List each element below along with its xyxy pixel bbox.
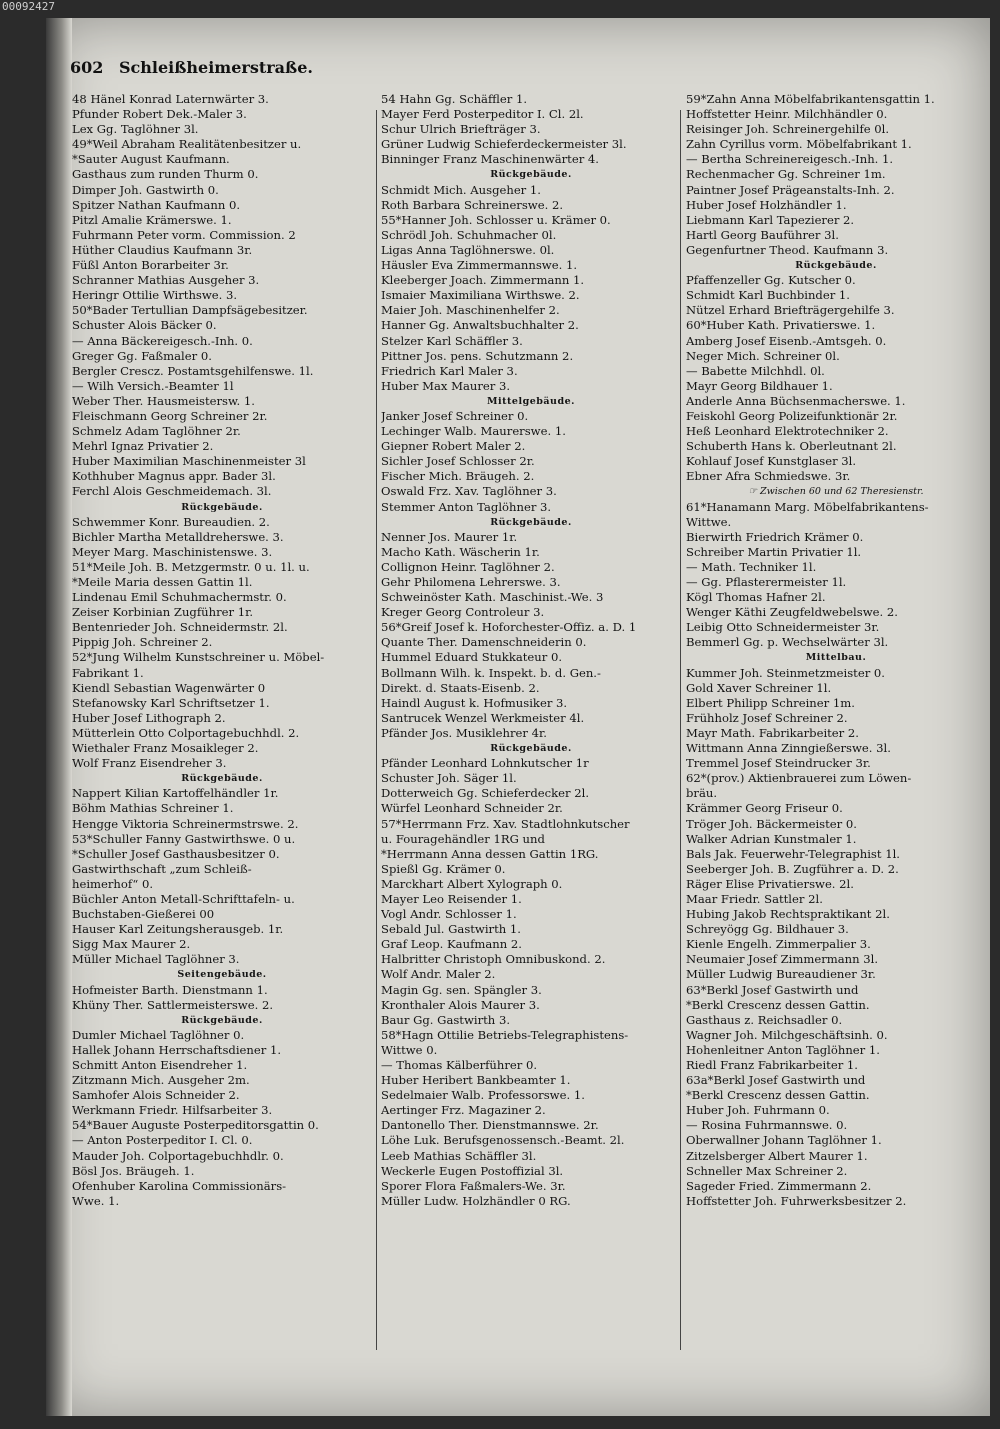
directory-entry: Bentenrieder Joh. Schneidermstr. 2l. <box>72 620 288 635</box>
directory-entry: Mütterlein Otto Colportagebuchhdl. 2. <box>72 725 300 740</box>
directory-entry: Schmidt Karl Buchbinder 1. <box>686 288 850 303</box>
section-heading: Rückgebäude. <box>181 773 263 785</box>
directory-entry: Wolf Franz Eisendreher 3. <box>72 756 227 771</box>
page-gutter <box>46 18 72 1416</box>
directory-entry: Müller Ludw. Holzhändler 0 RG. <box>381 1193 571 1208</box>
page-number: 602 <box>70 58 104 77</box>
directory-entry: Werkmann Friedr. Hilfsarbeiter 3. <box>72 1103 273 1118</box>
directory-entry: Huber Max Maurer 3. <box>381 378 511 393</box>
directory-entry: Gasthaus z. Reichsadler 0. <box>686 1012 843 1027</box>
directory-entry: Giepner Robert Maler 2. <box>381 439 526 454</box>
directory-entry: Riedl Franz Fabrikarbeiter 1. <box>686 1058 858 1072</box>
directory-entry: Schranner Mathias Ausgeher 3. <box>72 273 260 288</box>
directory-entry: 59*Zahn Anna Möbelfabrikantensgattin 1. <box>686 92 935 106</box>
directory-entry: Gasthaus zum runden Thurm 0. <box>72 167 259 182</box>
directory-entry: Büchler Anton Metall-Schrifttafeln- u. <box>72 891 295 906</box>
directory-entry: Schuster Joh. Säger 1l. <box>381 771 517 786</box>
directory-entry: Oberwallner Johann Taglöhner 1. <box>686 1133 882 1148</box>
directory-entry: 56*Greif Josef k. Hoforchester-Offiz. a. D. 1 <box>381 620 637 635</box>
directory-entry: Greger Gg. Faßmaler 0. <box>72 348 212 363</box>
directory-entry: Hoffstetter Heinr. Milchhändler 0. <box>686 107 888 122</box>
directory-entry: Hengge Viktoria Schreinermstrswe. 2. <box>72 816 299 831</box>
directory-entry: Dotterweich Gg. Schieferdecker 2l. <box>381 786 590 801</box>
directory-entry: Buchstaben-Gießerei 00 <box>72 907 215 922</box>
directory-entry: Macho Kath. Wäscherin 1r. <box>381 544 540 559</box>
directory-entry: Weckerle Eugen Postoffizial 3l. <box>381 1163 564 1178</box>
directory-entry: Schuster Alois Bäcker 0. <box>72 318 217 333</box>
directory-entry: Wittmann Anna Zinngießerswe. 3l. <box>686 741 891 756</box>
section-heading: Rückgebäude. <box>490 743 572 755</box>
directory-entry: Bemmerl Gg. p. Wechselwärter 3l. <box>686 635 889 650</box>
directory-entry: Würfel Leonhard Schneider 2r. <box>381 801 563 816</box>
section-heading: Rückgebäude. <box>490 169 572 181</box>
directory-entry: Hauser Karl Zeitungsherausgeb. 1r. <box>72 922 284 937</box>
directory-entry: Stelzer Karl Schäffler 3. <box>381 333 523 348</box>
directory-entry: Feiskohl Georg Polizeifunktionär 2r. <box>686 408 898 423</box>
directory-entry: Hanner Gg. Anwaltsbuchhalter 2. <box>381 318 579 333</box>
directory-entry: Baur Gg. Gastwirth 3. <box>381 1012 511 1027</box>
directory-entry: Gehr Philomena Lehrerswe. 3. <box>381 575 561 589</box>
directory-entry: Bergler Crescz. Postamtsgehilfenswe. 1l. <box>72 363 314 378</box>
directory-entry: Dimper Joh. Gastwirth 0. <box>72 182 219 197</box>
directory-entry: 49*Weil Abraham Realitätenbesitzer u. <box>72 137 302 152</box>
section-heading: Rückgebäude. <box>181 501 263 513</box>
directory-column-2 <box>381 92 681 1209</box>
page-header <box>70 58 313 84</box>
directory-entry: Sageder Fried. Zimmermann 2. <box>686 1178 872 1193</box>
directory-entry: Müller Ludwig Bureaudiener 3r. <box>686 967 876 982</box>
directory-entry: — Math. Techniker 1l. <box>686 559 817 574</box>
directory-entry: Binninger Franz Maschinenwärter 4. <box>381 152 599 167</box>
directory-entry: Schmelz Adam Taglöhner 2r. <box>72 424 241 439</box>
directory-entry: — Babette Milchhdl. 0l. <box>686 363 825 378</box>
directory-entry: Mayer Leo Reisender 1. <box>381 891 522 906</box>
directory-entry: Neger Mich. Schreiner 0l. <box>686 348 840 363</box>
directory-entry: *Sauter August Kaufmann. <box>72 152 230 167</box>
directory-entry: Schuberth Hans k. Oberleutnant 2l. <box>686 439 897 454</box>
directory-entry: Kreger Georg Controleur 3. <box>381 605 545 620</box>
directory-entry: heimerhof“ 0. <box>72 876 154 891</box>
directory-entry: Hartl Georg Bauführer 3l. <box>686 227 839 242</box>
directory-column-1 <box>72 92 372 1209</box>
directory-entry: Sichler Josef Schlosser 2r. <box>381 454 535 469</box>
directory-entry: 52*Jung Wilhelm Kunstschreiner u. Möbel- <box>72 650 325 665</box>
directory-entry: Lechinger Walb. Maurerswe. 1. <box>381 424 566 439</box>
directory-entry: Marckhart Albert Xylograph 0. <box>381 876 563 891</box>
directory-entry: Heß Leonhard Elektrotechniker 2. <box>686 424 889 439</box>
directory-entry: Schmitt Anton Eisendreher 1. <box>72 1058 248 1072</box>
directory-entry: 61*Hanamann Marg. Möbelfabrikantens- <box>686 499 929 514</box>
directory-entry: Haindl August k. Hofmusiker 3. <box>381 695 568 710</box>
directory-entry: Quante Ther. Damenschneiderin 0. <box>381 635 587 650</box>
directory-entry: Hohenleitner Anton Taglöhner 1. <box>686 1042 880 1057</box>
section-heading: Mittelgebäude. <box>487 395 575 407</box>
directory-entry: 63*Berkl Josef Gastwirth und <box>686 982 859 997</box>
directory-entry: Räger Elise Privatierswe. 2l. <box>686 876 854 891</box>
directory-entry: 62*(prov.) Aktienbrauerei zum Löwen- <box>686 771 912 786</box>
directory-entry: Ebner Afra Schmiedswe. 3r. <box>686 469 851 484</box>
directory-entry: Fleischmann Georg Schreiner 2r. <box>72 408 268 423</box>
directory-entry: Sebald Jul. Gastwirth 1. <box>381 922 521 937</box>
directory-entry: 53*Schuller Fanny Gastwirthswe. 0 u. <box>72 831 296 846</box>
section-heading: Rückgebäude. <box>181 1014 263 1026</box>
directory-entry: Mayr Georg Bildhauer 1. <box>686 378 833 393</box>
directory-entry: Sedelmaier Walb. Professorswe. 1. <box>381 1088 585 1103</box>
directory-entry: Pippig Joh. Schreiner 2. <box>72 635 213 650</box>
directory-page <box>46 18 990 1416</box>
directory-entry: Santrucek Wenzel Werkmeister 4l. <box>381 710 585 725</box>
directory-entry: Heringr Ottilie Wirthswe. 3. <box>72 288 238 303</box>
directory-entry: Rechenmacher Gg. Schreiner 1m. <box>686 167 886 182</box>
directory-entry: Schweinöster Kath. Maschinist.-We. 3 <box>381 590 604 605</box>
directory-entry: Bollmann Wilh. k. Inspekt. b. d. Gen.- <box>381 665 601 680</box>
directory-entry: Wenger Käthi Zeugfeldwebelswe. 2. <box>686 605 898 620</box>
directory-entry: — Thomas Kälberführer 0. <box>381 1058 538 1072</box>
directory-entry: Schreiber Martin Privatier 1l. <box>686 544 862 559</box>
directory-entry: Ligas Anna Taglöhnerswe. 0l. <box>381 242 555 257</box>
directory-entry: Lindenau Emil Schuhmachermstr. 0. <box>72 590 287 605</box>
directory-entry: Graf Leop. Kaufmann 2. <box>381 937 522 952</box>
directory-entry: Tröger Joh. Bäckermeister 0. <box>686 816 857 831</box>
directory-entry: Seeberger Joh. B. Zugführer a. D. 2. <box>686 861 899 876</box>
directory-entry: Pfunder Robert Dek.-Maler 3. <box>72 107 247 122</box>
directory-entry: Mayr Math. Fabrikarbeiter 2. <box>686 725 859 740</box>
directory-entry: 48 Hänel Konrad Laternwärter 3. <box>72 92 269 106</box>
directory-entry: Khüny Ther. Sattlermeisterswe. 2. <box>72 997 274 1012</box>
directory-entry: Meyer Marg. Maschinistenswe. 3. <box>72 544 273 559</box>
directory-entry: Hoffstetter Joh. Fuhrwerksbesitzer 2. <box>686 1193 907 1208</box>
directory-entry: Ferchl Alois Geschmeidemach. 3l. <box>72 484 272 499</box>
directory-entry: Zitzmann Mich. Ausgeher 2m. <box>72 1073 250 1088</box>
directory-entry: Halbritter Christoph Omnibuskond. 2. <box>381 952 606 967</box>
directory-entry: Liebmann Karl Tapezierer 2. <box>686 212 855 227</box>
directory-entry: Hofmeister Barth. Dienstmann 1. <box>72 982 268 997</box>
directory-entry: — Gg. Pflasterermeister 1l. <box>686 575 847 589</box>
directory-entry: Kohlauf Josef Kunstglaser 3l. <box>686 454 857 469</box>
section-heading: Rückgebäude. <box>490 516 572 528</box>
directory-entry: 57*Herrmann Frz. Xav. Stadtlohnkutscher <box>381 816 630 831</box>
archive-code: 00092427 <box>2 0 55 13</box>
directory-entry: Huber Maximilian Maschinenmeister 3l <box>72 454 306 469</box>
directory-entry: Nappert Kilian Kartoffelhändler 1r. <box>72 786 279 801</box>
directory-entry: Aertinger Frz. Magaziner 2. <box>381 1103 546 1118</box>
directory-entry: Stefanowsky Karl Schriftsetzer 1. <box>72 695 270 710</box>
directory-entry: Wolf Andr. Maler 2. <box>381 967 496 982</box>
directory-entry: Leeb Mathias Schäffler 3l. <box>381 1148 537 1163</box>
directory-entry: Maier Joh. Maschinenhelfer 2. <box>381 303 560 318</box>
directory-entry: Hüther Claudius Kaufmann 3r. <box>72 242 253 257</box>
directory-entry: Bals Jak. Feuerwehr-Telegraphist 1l. <box>686 846 900 861</box>
directory-entry: Wwe. 1. <box>72 1193 120 1208</box>
directory-entry: Wittwe. <box>686 514 732 529</box>
directory-entry: Schreyögg Gg. Bildhauer 3. <box>686 922 849 937</box>
directory-entry: 50*Bader Tertullian Dampfsägebesitzer. <box>72 303 308 318</box>
directory-entry: Collignon Heinr. Taglöhner 2. <box>381 559 555 574</box>
directory-entry: Hubing Jakob Rechtspraktikant 2l. <box>686 907 890 922</box>
directory-entry: Füßl Anton Borarbeiter 3r. <box>72 258 229 273</box>
directory-entry: Sigg Max Maurer 2. <box>72 937 191 952</box>
directory-entry: Pitzl Amalie Krämerswe. 1. <box>72 212 232 227</box>
directory-entry: Mauder Joh. Colportagebuchhdlr. 0. <box>72 1148 284 1163</box>
directory-entry: *Meile Maria dessen Gattin 1l. <box>72 575 253 589</box>
directory-entry: Gastwirthschaft „zum Schleiß- <box>72 861 252 876</box>
directory-entry: Nenner Jos. Maurer 1r. <box>381 529 518 544</box>
directory-entry: u. Fouragehändler 1RG und <box>381 831 545 846</box>
directory-entry: Tremmel Josef Steindrucker 3r. <box>686 756 871 771</box>
directory-entry: — Anna Bäckereigesch.-Inh. 0. <box>72 333 253 348</box>
directory-entry: Elbert Philipp Schreiner 1m. <box>686 695 855 710</box>
directory-entry: Frühholz Josef Schreiner 2. <box>686 710 848 725</box>
directory-entry: Mayer Ferd Posterpeditor I. Cl. 2l. <box>381 107 584 122</box>
directory-entry: Fischer Mich. Bräugeh. 2. <box>381 469 535 484</box>
directory-entry: Leibig Otto Schneidermeister 3r. <box>686 620 880 635</box>
directory-entry: Huber Josef Holzhändler 1. <box>686 197 847 212</box>
directory-entry: Kronthaler Alois Maurer 3. <box>381 997 540 1012</box>
directory-entry: Bösl Jos. Bräugeh. 1. <box>72 1163 195 1178</box>
directory-entry: Wiethaler Franz Mosaikleger 2. <box>72 741 259 756</box>
directory-entry: Direkt. d. Staats-Eisenb. 2. <box>381 680 540 695</box>
directory-entry: Paintner Josef Prägeanstalts-Inh. 2. <box>686 182 895 197</box>
directory-entry: Dantonello Ther. Dienstmannswe. 2r. <box>381 1118 599 1133</box>
directory-entry: Kleeberger Joach. Zimmermann 1. <box>381 273 585 288</box>
directory-entry: *Berkl Crescenz dessen Gattin. <box>686 1088 870 1103</box>
directory-entry: Amberg Josef Eisenb.-Amtsgeh. 0. <box>686 333 887 348</box>
directory-entry: — Anton Posterpeditor I. Cl. 0. <box>72 1133 253 1148</box>
directory-entry: Kummer Joh. Steinmetzmeister 0. <box>686 665 885 680</box>
directory-entry: Roth Barbara Schreinerswe. 2. <box>381 197 564 212</box>
directory-entry: Schrödl Joh. Schuhmacher 0l. <box>381 227 557 242</box>
directory-entry: 58*Hagn Ottilie Betriebs-Telegraphistens- <box>381 1027 629 1042</box>
directory-entry: *Herrmann Anna dessen Gattin 1RG. <box>381 846 599 861</box>
directory-entry: Friedrich Karl Maler 3. <box>381 363 518 378</box>
directory-entry: Samhofer Alois Schneider 2. <box>72 1088 240 1103</box>
directory-entry: Bierwirth Friedrich Krämer 0. <box>686 529 864 544</box>
directory-entry: bräu. <box>686 786 718 801</box>
directory-entry: Böhm Mathias Schreiner 1. <box>72 801 234 816</box>
directory-entry: Zitzelsberger Albert Maurer 1. <box>686 1148 868 1163</box>
directory-entry: 60*Huber Kath. Privatierswe. 1. <box>686 318 876 333</box>
directory-column-3 <box>686 92 986 1209</box>
directory-entry: Löhe Luk. Berufsgenossensch.-Beamt. 2l. <box>381 1133 625 1148</box>
directory-entry: 51*Meile Joh. B. Metzgermstr. 0 u. 1l. u. <box>72 559 310 574</box>
directory-entry: Pfänder Leonhard Lohnkutscher 1r <box>381 756 589 771</box>
directory-entry: Kögl Thomas Hafner 2l. <box>686 590 826 605</box>
directory-entry: Kiendl Sebastian Wagenwärter 0 <box>72 680 266 695</box>
directory-entry: Schmidt Mich. Ausgeher 1. <box>381 182 541 197</box>
cross-reference-note: ☞ Zwischen 60 und 62 Theresienstr. <box>748 486 924 498</box>
section-heading: Rückgebäude. <box>795 260 877 272</box>
directory-entry: Pittner Jos. pens. Schutzmann 2. <box>381 348 574 363</box>
directory-entry: Mehrl Ignaz Privatier 2. <box>72 439 214 454</box>
directory-entry: Bichler Martha Metalldreherswe. 3. <box>72 529 284 544</box>
directory-entry: Ismaier Maximiliana Wirthswe. 2. <box>381 288 580 303</box>
directory-entry: Zahn Cyrillus vorm. Möbelfabrikant 1. <box>686 137 912 152</box>
directory-entry: Schneller Max Schreiner 2. <box>686 1163 848 1178</box>
directory-entry: Stemmer Anton Taglöhner 3. <box>381 499 552 514</box>
directory-entry: Sporer Flora Faßmalers-We. 3r. <box>381 1178 566 1193</box>
directory-entry: *Schuller Josef Gasthausbesitzer 0. <box>72 846 280 861</box>
directory-entry: Huber Josef Lithograph 2. <box>72 710 226 725</box>
directory-entry: Anderle Anna Büchsenmacherswe. 1. <box>686 393 906 408</box>
directory-entry: Reisinger Joh. Schreinergehilfe 0l. <box>686 122 890 137</box>
directory-entry: *Berkl Crescenz dessen Gattin. <box>686 997 870 1012</box>
directory-entry: Krämmer Georg Friseur 0. <box>686 801 843 816</box>
directory-entry: Huber Heribert Bankbeamter 1. <box>381 1073 571 1088</box>
directory-entry: Schur Ulrich Briefträger 3. <box>381 122 541 137</box>
directory-entry: Neumaier Josef Zimmermann 3l. <box>686 952 879 967</box>
directory-entry: — Rosina Fuhrmannswe. 0. <box>686 1118 848 1133</box>
directory-entry: Huber Joh. Fuhrmann 0. <box>686 1103 830 1118</box>
directory-entry: Pfänder Jos. Musiklehrer 4r. <box>381 725 547 740</box>
directory-entry: Spießl Gg. Krämer 0. <box>381 861 506 876</box>
directory-entry: Hallek Johann Herrschaftsdiener 1. <box>72 1042 282 1057</box>
directory-entry: Wagner Joh. Milchgeschäftsinh. 0. <box>686 1027 888 1042</box>
directory-entry: Häusler Eva Zimmermannswe. 1. <box>381 258 578 273</box>
directory-entry: Maar Friedr. Sattler 2l. <box>686 891 823 906</box>
directory-entry: Schwemmer Konr. Bureaudien. 2. <box>72 514 270 529</box>
directory-entry: Kienle Engelh. Zimmerpalier 3. <box>686 937 871 952</box>
directory-entry: — Bertha Schreinereigesch.-Inh. 1. <box>686 152 894 167</box>
directory-entry: 63a*Berkl Josef Gastwirth und <box>686 1073 866 1088</box>
directory-entry: Vogl Andr. Schlosser 1. <box>381 907 517 922</box>
directory-entry: Hummel Eduard Stukkateur 0. <box>381 650 563 665</box>
directory-entry: Magin Gg. sen. Spängler 3. <box>381 982 542 997</box>
directory-entry: 55*Hanner Joh. Schlosser u. Krämer 0. <box>381 212 611 227</box>
directory-entry: — Wilh Versich.-Beamter 1l <box>72 378 234 393</box>
directory-entry: Oswald Frz. Xav. Taglöhner 3. <box>381 484 557 499</box>
section-heading: Seitengebäude. <box>177 969 267 981</box>
directory-entry: Fabrikant 1. <box>72 665 144 680</box>
directory-entry: Nützel Erhard Briefträgergehilfe 3. <box>686 303 895 318</box>
directory-entry: Gold Xaver Schreiner 1l. <box>686 680 832 695</box>
column-divider <box>376 110 377 1350</box>
directory-entry: Fuhrmann Peter vorm. Commission. 2 <box>72 227 296 242</box>
directory-entry: Dumler Michael Taglöhner 0. <box>72 1027 245 1042</box>
section-heading: Mittelbau. <box>805 652 867 664</box>
directory-entry: 54*Bauer Auguste Posterpeditorsgattin 0. <box>72 1118 319 1133</box>
directory-entry: 54 Hahn Gg. Schäffler 1. <box>381 92 528 106</box>
directory-entry: Gegenfurtner Theod. Kaufmann 3. <box>686 242 889 257</box>
directory-entry: Kothhuber Magnus appr. Bader 3l. <box>72 469 276 484</box>
directory-entry: Weber Ther. Hausmeistersw. 1. <box>72 393 255 408</box>
directory-entry: Pfaffenzeller Gg. Kutscher 0. <box>686 273 856 288</box>
directory-entry: Müller Michael Taglöhner 3. <box>72 952 240 967</box>
directory-entry: Walker Adrian Kunstmaler 1. <box>686 831 857 846</box>
directory-entry: Janker Josef Schreiner 0. <box>381 408 529 423</box>
directory-entry: Lex Gg. Taglöhner 3l. <box>72 122 199 137</box>
directory-entry: Zeiser Korbinian Zugführer 1r. <box>72 605 254 620</box>
directory-entry: Wittwe 0. <box>381 1042 438 1057</box>
directory-entry: Spitzer Nathan Kaufmann 0. <box>72 197 241 212</box>
street-title: Schleißheimerstraße. <box>118 58 313 77</box>
directory-entry: Ofenhuber Karolina Commissionärs- <box>72 1178 287 1193</box>
directory-entry: Grüner Ludwig Schieferdeckermeister 3l. <box>381 137 627 152</box>
